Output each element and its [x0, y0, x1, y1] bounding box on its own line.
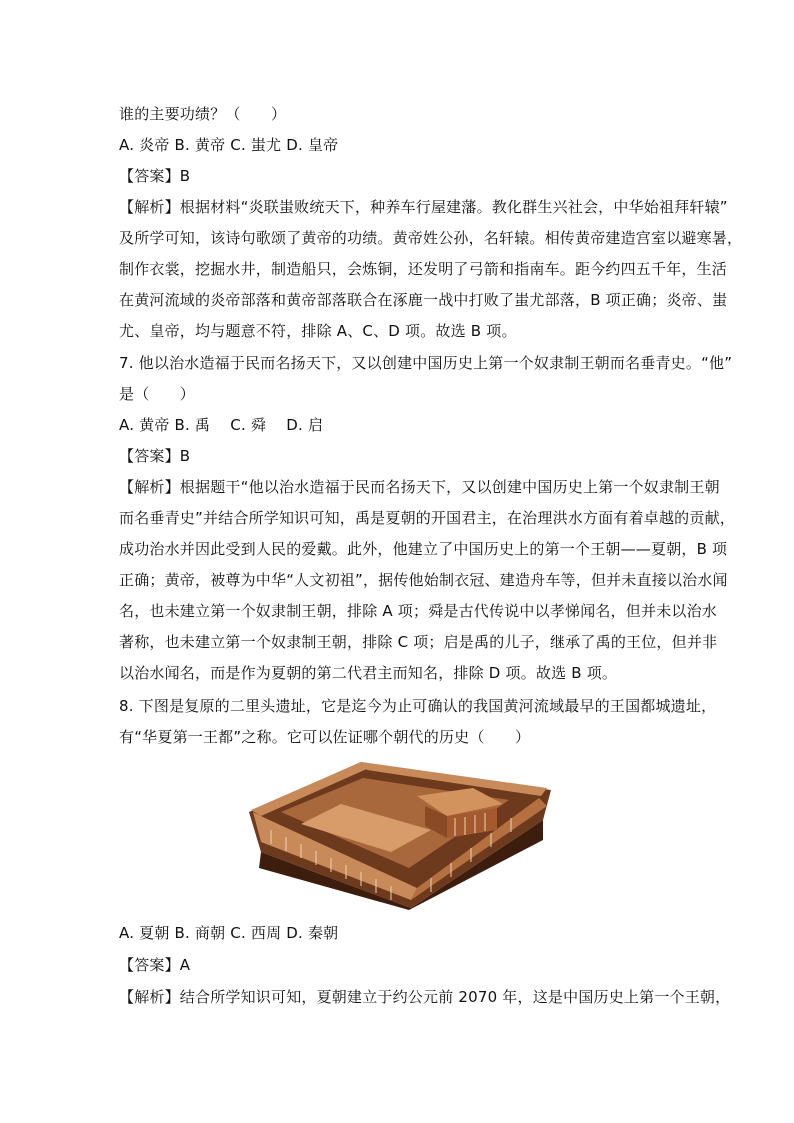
answer-key: 【答案】B: [119, 447, 191, 465]
analysis-line: 【解析】根据材料“炎联蚩败统天下，种养车行屋建藩。教化群生兴社会，中华始祖拜轩辕”: [119, 198, 728, 216]
answer-options: A. 夏朝 B. 商朝 C. 西周 D. 秦朝: [119, 924, 339, 942]
erlitou-site-model-image: [241, 760, 553, 910]
analysis-line: 【解析】结合所学知识可知，夏朝建立于约公元前 2070 年，这是中国历史上第一个王朝，: [119, 988, 731, 1006]
analysis-line: 【解析】根据题干“他以治水造福于民而名扬天下，又以创建中国历史上第一个奴隶制王朝: [119, 478, 720, 496]
analysis-line: 在黄河流域的炎帝部落和黄帝部落联合在涿鹿一战中打败了蚩尤部落，B 项正确；炎帝、蚩: [119, 291, 728, 309]
question-text: 有“华夏第一王都”之称。它可以佐证哪个朝代的历史（ ）: [119, 728, 531, 746]
answer-options: A. 黄帝 B. 禹 C. 舜 D. 启: [119, 416, 324, 434]
analysis-line: 成功治水并因此受到人民的爱戴。此外，他建立了中国历史上的第一个王朝——夏朝，B 项: [119, 540, 728, 558]
analysis-line: 著称，也未建立第一个奴隶制王朝，排除 C 项；启是禹的儿子，继承了禹的王位，但并非: [119, 633, 718, 651]
analysis-line: 尤、皇帝，均与题意不符，排除 A、C、D 项。故选 B 项。: [119, 322, 517, 340]
analysis-line: 以治水闻名，而是作为夏朝的第二代君主而知名，排除 D 项。故选 B 项。: [119, 664, 618, 682]
analysis-line: 及所学可知，该诗句歌颂了黄帝的功绩。黄帝姓公孙，名轩辕。相传黄帝建造宫室以避寒暑，: [119, 229, 743, 247]
analysis-line: 制作衣裳，挖掘水井，制造船只，会炼铜，还发明了弓箭和指南车。距今约四五千年，生活: [119, 260, 728, 278]
analysis-line: 名，也未建立第一个奴隶制王朝，排除 A 项；舜是古代传说中以孝悌闻名，但并未以治水: [119, 602, 718, 620]
analysis-line: 而名垂青史”并结合所学知识可知，禹是夏朝的开国君主，在治理洪水方面有着卓越的贡献，: [119, 509, 735, 527]
answer-key: 【答案】B: [119, 167, 191, 185]
answer-options: A. 炎帝 B. 黄帝 C. 蚩尤 D. 皇帝: [119, 136, 339, 154]
analysis-line: 正确；黄帝，被尊为中华“人文初祖”，据传他始制衣冠、建造舟车等，但并未直接以治水闻: [119, 571, 728, 589]
question-text: 是（ ）: [119, 385, 196, 403]
text-line: 谁的主要功绩？（ ）: [119, 105, 287, 123]
question-text: 7. 他以治水造福于民而名扬天下，又以创建中国历史上第一个奴隶制王朝而名垂青史。“他”: [119, 354, 733, 372]
answer-key: 【答案】A: [119, 956, 191, 974]
question-text: 8. 下图是复原的二里头遗址，它是迄今为止可确认的我国黄河流域最早的王国都城遗址，: [119, 697, 717, 715]
